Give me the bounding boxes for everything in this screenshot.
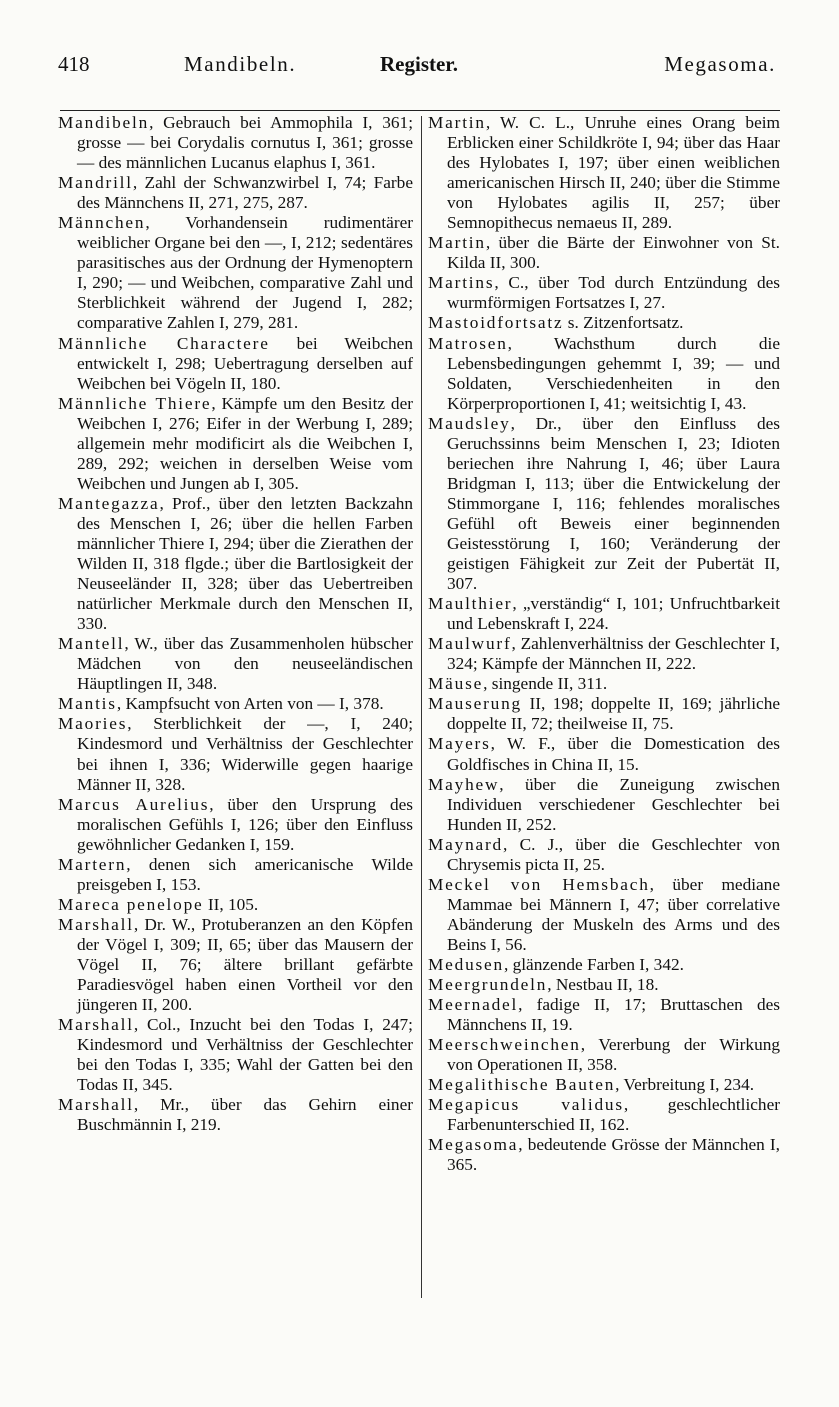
column-divider — [421, 116, 422, 1298]
index-term: Mayhew — [428, 774, 500, 794]
index-term: Männliche Thiere — [58, 393, 212, 413]
index-entry — [58, 113, 413, 173]
index-term: Meerschweinchen — [428, 1035, 581, 1055]
index-references: , W., über das Zusammenholen hübscher Mädchen von den neuseeländischen Häuptlingen II, 348. — [77, 634, 413, 694]
index-term: Maulwurf — [428, 634, 512, 654]
index-references: , Wachsthum durch die Lebensbedingungen gehemmt I, 39; — und Soldaten, Verschiedenheiten in den Körperproportionen I, 41; weitsichtig I, 43. — [447, 333, 780, 413]
index-references: , Vorhandensein rudimentärer weiblicher Organe bei den —, I, 212; sedentäres parasitisches aus der Ordnung der Hymenoptern I, 290; — und Weibchen, comparative Zahl und Sterblichkeit während der Jugend I, 282; comparative Zahlen I, 279, 281. — [77, 213, 413, 333]
index-references: , Kampfsucht von Arten von — I, 378. — [116, 694, 384, 714]
header-left-term: Mandibeln. — [184, 52, 297, 76]
index-entry — [428, 1135, 780, 1175]
index-entry — [428, 835, 780, 875]
index-references: , Zahl der Schwanzwirbel I, 74; Farbe des Männchens II, 271, 275, 287. — [77, 173, 413, 213]
index-references: , Dr., über den Einfluss des Geruchssinns beim Menschen I, 23; Idioten beriechen ihre Nahrung I, 46; über Laura Bridgman I, 113; über die Entwickelung der Stimmorgane I, 116; fehlendes moralisches Gefühl oft Beweis einer beginnenden Geistesstörung I, 160; Veränderung der geistigen Fähigkeit zur Zeit der Pubertät II, 307. — [447, 413, 780, 594]
index-entry — [428, 594, 780, 634]
index-references: , über mediane Mammae bei Männern I, 47; über correlative Abänderung der Muskeln des Arms und des Beins I, 56. — [447, 874, 780, 954]
index-references: , Sterblichkeit der —, I, 240; Kindesmord und Verhältniss der Geschlechter bei ihnen I, 336; Widerwille gegen haarige Männer II, 328. — [77, 714, 413, 794]
index-term: Mareca penelope — [58, 894, 204, 914]
index-entry — [428, 634, 780, 674]
index-entry — [58, 334, 413, 394]
index-entry — [58, 1015, 413, 1095]
index-term: Mauserung — [428, 694, 522, 714]
right-column — [428, 113, 780, 1175]
index-entry — [428, 775, 780, 835]
index-entry — [58, 714, 413, 794]
page-number: 418 — [58, 52, 90, 76]
index-references: II, 105. — [203, 894, 259, 914]
index-entry — [428, 233, 780, 273]
index-term: Männchen — [58, 213, 146, 233]
index-references: , Col., Inzucht bei den Todas I, 247; Kindesmord und Verhältniss der Geschlechter bei den Todas I, 335; Wahl der Gatten bei den Todas II, 345. — [77, 1015, 413, 1095]
index-references: , Nestbau II, 18. — [547, 975, 659, 995]
header-section-title: Register. — [380, 52, 458, 76]
index-term: Meckel von Hemsbach — [428, 874, 650, 894]
index-term: Megasoma — [428, 1135, 519, 1155]
running-header — [58, 52, 780, 82]
index-term: Maories — [58, 714, 128, 734]
index-entry — [428, 313, 780, 333]
index-references: , über den Ursprung des moralischen Gefühls I, 126; über den Einfluss gewöhnlicher Gedanken I, 159. — [77, 794, 413, 854]
index-entry — [428, 414, 780, 594]
index-references: , denen sich americanische Wilde preisgeben I, 153. — [77, 854, 413, 894]
index-entry — [428, 334, 780, 414]
index-references: , über die Zuneigung zwischen Individuen verschiedener Geschlechter bei Hunden II, 252. — [447, 774, 780, 834]
index-term: Martins — [428, 273, 495, 293]
index-references: bei Weibchen entwickelt I, 298; Uebertragung derselben auf Weibchen bei Vögeln II, 180. — [77, 333, 413, 393]
index-entry — [58, 795, 413, 855]
index-references: , „verständig“ I, 101; Unfruchtbarkeit und Lebenskraft I, 224. — [447, 594, 780, 634]
index-entry — [58, 915, 413, 1015]
index-references: , über die Bärte der Einwohner von St. Kilda II, 300. — [447, 233, 780, 273]
index-term: Martin — [428, 233, 486, 253]
index-term: Maynard — [428, 834, 503, 854]
index-entry — [58, 394, 413, 494]
index-references: , geschlechtlicher Farbenunterschied II, 162. — [447, 1095, 780, 1135]
index-entry — [428, 1075, 780, 1095]
index-entry — [428, 955, 780, 975]
index-term: Marshall — [58, 1095, 134, 1115]
index-term: Männliche Charactere — [58, 333, 270, 353]
index-references: , singende II, 311. — [483, 674, 608, 694]
index-entry — [428, 734, 780, 774]
index-references: , Vererbung der Wirkung von Operationen II, 358. — [447, 1035, 780, 1075]
index-references: , Mr., über das Gehirn einer Buschmännin I, 219. — [77, 1095, 413, 1135]
index-term: Matrosen — [428, 333, 508, 353]
index-references: , Dr. W., Protuberanzen an den Köpfen der Vögel I, 309; II, 65; über das Mausern der Vögel II, 76; ältere brillant gefärbte Paradiesvögel haben einen Vortheil vor den jüngeren II, 200. — [77, 914, 413, 1015]
index-term: Marshall — [58, 1015, 134, 1035]
index-entry — [58, 895, 413, 915]
index-term: Mandrill — [58, 173, 133, 193]
index-term: Mantell — [58, 634, 125, 654]
index-term: Meernadel — [428, 995, 519, 1015]
left-column — [58, 113, 413, 1135]
index-references: , Prof., über den letzten Backzahn des Menschen I, 26; über die hellen Farben männlicher Thiere I, 294; über die Zierathen der Wilden II, 318 flgde.; über die Bartlosigkeit der Neuseeländer II, 328; über das Uebertreiben natürlicher Merkmale durch den Menschen II, 330. — [77, 493, 413, 634]
index-references: , fadige II, 17; Bruttaschen des Männchens II, 19. — [447, 995, 780, 1035]
index-references: , Gebrauch bei Ammophila I, 361; grosse — bei Corydalis cornutus I, 361; grosse — des männlichen Lucanus elaphus I, 361. — [77, 113, 413, 173]
index-references: , W. C. L., Unruhe eines Orang beim Erblicken einer Schildkröte I, 94; über das Haar des Hylobates I, 197; über einen weiblichen americanischen Hirsch II, 240; über die Stimme von Hylobates agilis II, 257; über Semnopithecus nemaeus II, 289. — [447, 113, 780, 233]
index-term: Maudsley — [428, 413, 511, 433]
index-references: , Zahlenverhältniss der Geschlechter I, 324; Kämpfe der Männchen II, 222. — [447, 634, 780, 674]
index-term: Maulthier — [428, 594, 513, 614]
index-entry — [428, 273, 780, 313]
index-references: s. Zitzenfortsatz. — [563, 313, 684, 333]
index-term: Megapicus validus — [428, 1095, 624, 1115]
index-term: Marshall — [58, 914, 134, 934]
index-entry — [428, 113, 780, 233]
index-entry — [428, 1035, 780, 1075]
index-references: , C., über Tod durch Entzündung des wurmförmigen Fortsatzes I, 27. — [447, 273, 780, 313]
index-references: II, 198; doppelte II, 169; jährliche doppelte II, 72; theilweise II, 75. — [447, 694, 780, 734]
header-rule — [60, 110, 780, 111]
index-references: , Verbreitung I, 234. — [615, 1075, 755, 1095]
header-right-term: Megasoma. — [664, 52, 776, 76]
index-entry — [58, 694, 413, 714]
index-entry — [58, 634, 413, 694]
index-term: Martin — [428, 113, 486, 132]
index-term: Marcus Aurelius — [58, 794, 210, 814]
index-term: Mandibeln — [58, 113, 150, 132]
index-entry — [58, 855, 413, 895]
index-term: Mäuse — [428, 674, 484, 694]
index-entry — [428, 875, 780, 955]
index-references: , Kämpfe um den Besitz der Weibchen I, 276; Eifer in der Werbung I, 289; allgemein mehr modificirt als die Weibchen I, 289, 292; weichen in derselben Weise vom Weibchen und Jungen ab I, 305. — [77, 393, 413, 493]
index-term: Mastoidfortsatz — [428, 313, 564, 333]
index-entry — [58, 1095, 413, 1135]
index-entry — [58, 173, 413, 213]
index-entry — [428, 975, 780, 995]
index-term: Meergrundeln — [428, 975, 548, 995]
index-entry — [58, 494, 413, 634]
index-entry — [428, 694, 780, 734]
index-term: Mayers — [428, 734, 491, 754]
index-entry — [428, 995, 780, 1035]
index-references: , W. F., über die Domestication des Goldfisches in China II, 15. — [447, 734, 780, 774]
index-references: , C. J., über die Geschlechter von Chrysemis picta II, 25. — [447, 834, 780, 874]
index-entry — [428, 674, 780, 694]
index-references: , glänzende Farben I, 342. — [503, 954, 684, 974]
index-term: Mantis — [58, 694, 117, 714]
index-entry — [428, 1095, 780, 1135]
index-term: Megalithische Bauten — [428, 1075, 616, 1095]
index-entry — [58, 213, 413, 333]
index-term: Medusen — [428, 954, 504, 974]
index-term: Martern — [58, 854, 127, 874]
index-term: Mantegazza — [58, 493, 160, 513]
index-references: , bedeutende Grösse der Männchen I, 365. — [447, 1135, 780, 1175]
